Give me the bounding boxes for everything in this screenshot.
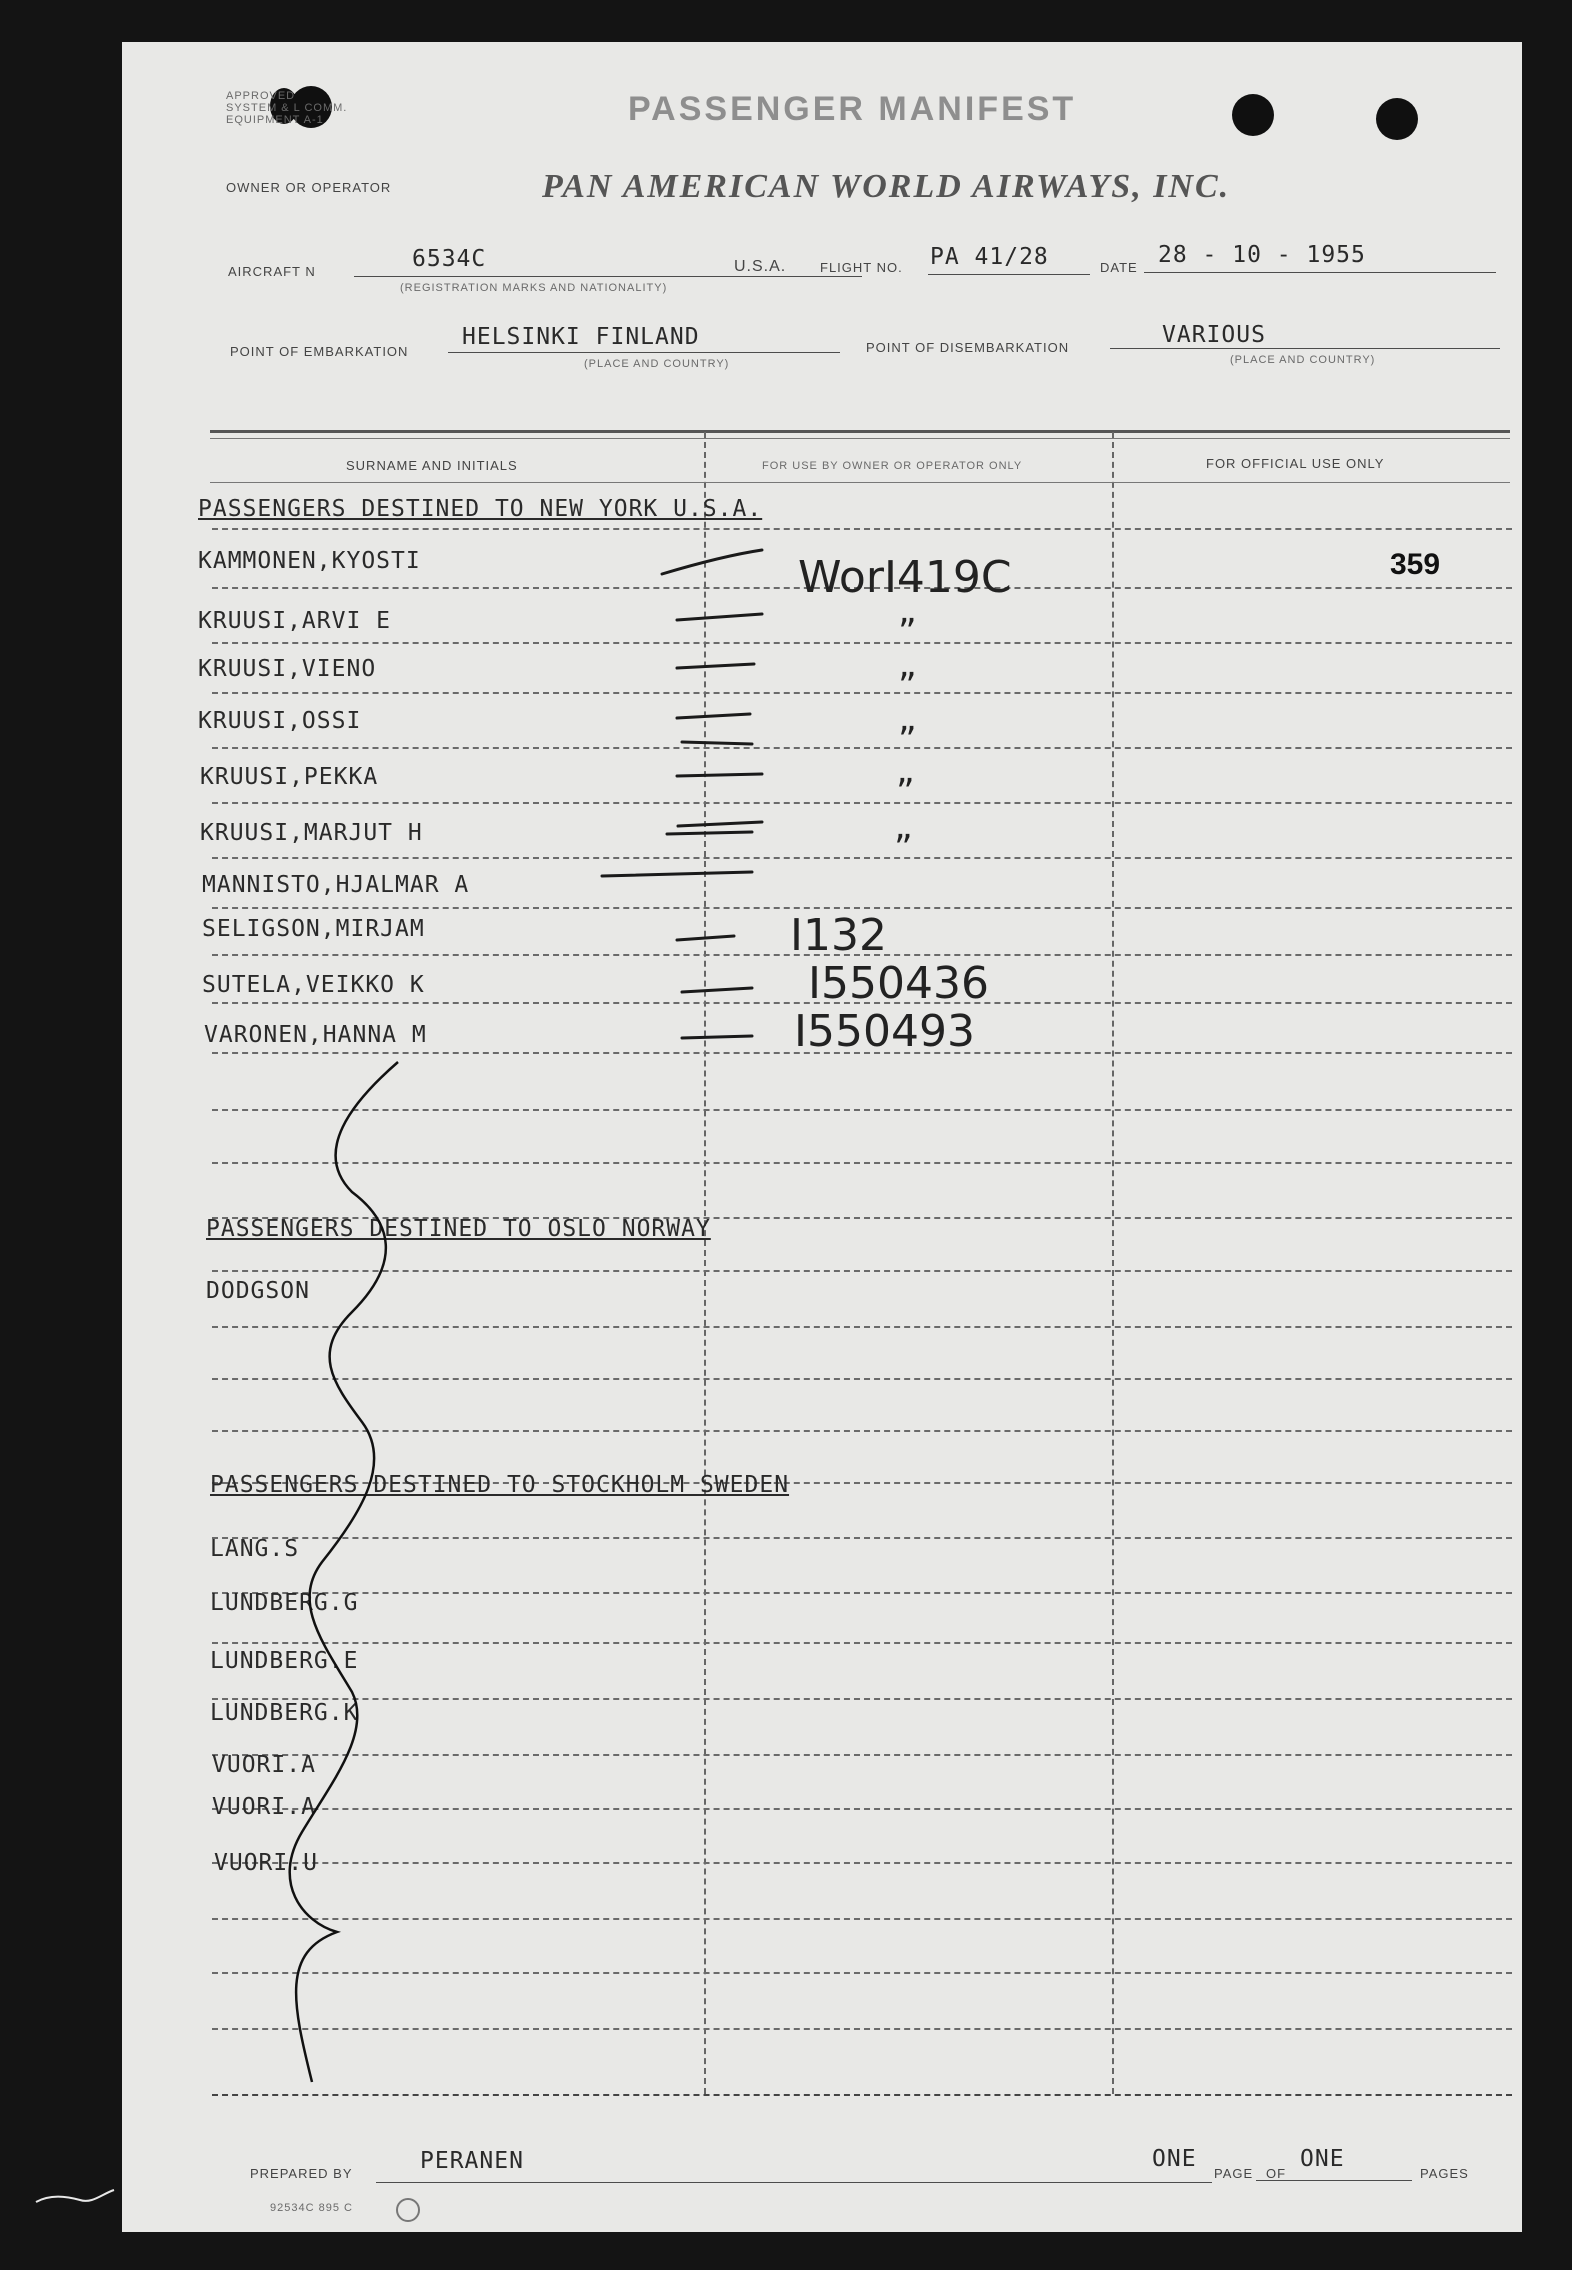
aircraft-sublabel: (REGISTRATION MARKS AND NATIONALITY) — [400, 282, 668, 294]
official-number: 359 — [1390, 548, 1441, 581]
date-label: DATE — [1100, 260, 1138, 275]
manifest-sheet — [122, 42, 1522, 2232]
of-value: ONE — [1300, 2146, 1345, 2172]
operator-note: ” — [898, 720, 917, 761]
passenger-name: DODGSON — [206, 1278, 310, 1304]
group-heading-stockholm: PASSENGERS DESTINED TO STOCKHOLM SWEDEN — [210, 1472, 790, 1498]
col-header-official: FOR OFFICIAL USE ONLY — [1206, 456, 1385, 471]
passenger-name: VARONEN,HANNA M — [204, 1022, 427, 1048]
passenger-name: LUNDBERG.E — [210, 1648, 359, 1674]
operator-note: ” — [898, 666, 917, 707]
of-label: OF — [1266, 2166, 1287, 2181]
passenger-name: VUORI.A — [212, 1752, 316, 1778]
passenger-name: SUTELA,VEIKKO K — [202, 972, 425, 998]
pages-label: PAGES — [1420, 2166, 1469, 2181]
passenger-name: LUNDBERG.G — [210, 1590, 359, 1616]
col-header-surname: SURNAME AND INITIALS — [346, 458, 518, 473]
passenger-name: KAMMONEN,KYOSTI — [198, 548, 421, 574]
passenger-name: MANNISTO,HJALMAR A — [202, 872, 470, 898]
aircraft-label: AIRCRAFT N — [228, 264, 316, 279]
embark-label: POINT OF EMBARKATION — [230, 344, 409, 359]
disembark-label: POINT OF DISEMBARKATION — [866, 340, 1070, 355]
operator-note: ” — [898, 612, 917, 653]
operator-note: WorI419C — [798, 552, 1012, 603]
group-heading-oslo: PASSENGERS DESTINED TO OSLO NORWAY — [206, 1216, 711, 1242]
stamp-icon — [396, 2198, 420, 2222]
passenger-name: SELIGSON,MIRJAM — [202, 916, 425, 942]
passenger-name: VUORI.U — [214, 1850, 318, 1876]
owner-label: OWNER OR OPERATOR — [226, 180, 392, 195]
usa-label: U.S.A. — [734, 258, 787, 275]
page-value: ONE — [1152, 2146, 1197, 2172]
passenger-name: KRUUSI,VIENO — [198, 656, 377, 682]
prepared-by-label: PREPARED BY — [250, 2166, 353, 2181]
handwritten-bracket-line — [122, 42, 722, 2182]
prepared-by-value: PERANEN — [420, 2148, 524, 2174]
operator-note: I550493 — [794, 1006, 975, 1057]
group-heading-new-york: PASSENGERS DESTINED TO NEW YORK U.S.A. — [198, 496, 763, 522]
passenger-name: VUORI.A — [212, 1794, 316, 1820]
corner-note: APPROVED SYSTEM & L COMM. EQUIPMENT A-1 — [226, 90, 348, 126]
passenger-name: LUNDBERG.K — [210, 1700, 359, 1726]
operator-note: ” — [896, 772, 915, 813]
page-title: PASSENGER MANIFEST — [628, 90, 1077, 128]
passenger-name: KRUUSI,ARVI E — [198, 608, 392, 634]
passenger-name: KRUUSI,PEKKA — [200, 764, 379, 790]
col-header-operator: FOR USE BY OWNER OR OPERATOR ONLY — [762, 460, 1023, 472]
disembark-value: VARIOUS — [1162, 322, 1266, 348]
page-label: PAGE — [1214, 2166, 1254, 2181]
date-value: 28 - 10 - 1955 — [1158, 242, 1366, 268]
embark-value: HELSINKI FINLAND — [462, 324, 700, 350]
passenger-name: KRUUSI,MARJUT H — [200, 820, 423, 846]
passenger-name: LANG.S — [210, 1536, 300, 1562]
form-number: 92534C 895 C — [270, 2202, 353, 2214]
operator-note: I550436 — [808, 958, 989, 1009]
edge-scribble — [30, 2176, 120, 2216]
passenger-name: KRUUSI,OSSI — [198, 708, 362, 734]
operator-note: I132 — [790, 910, 887, 961]
flight-value: PA 41/28 — [930, 244, 1049, 270]
owner-value: PAN AMERICAN WORLD AIRWAYS, INC. — [542, 168, 1231, 205]
flight-label: FLIGHT NO. — [820, 260, 903, 275]
aircraft-value: 6534C — [412, 246, 487, 272]
embark-sublabel: (PLACE AND COUNTRY) — [584, 358, 730, 370]
operator-note: ” — [894, 828, 913, 869]
disembark-sublabel: (PLACE AND COUNTRY) — [1230, 354, 1376, 366]
